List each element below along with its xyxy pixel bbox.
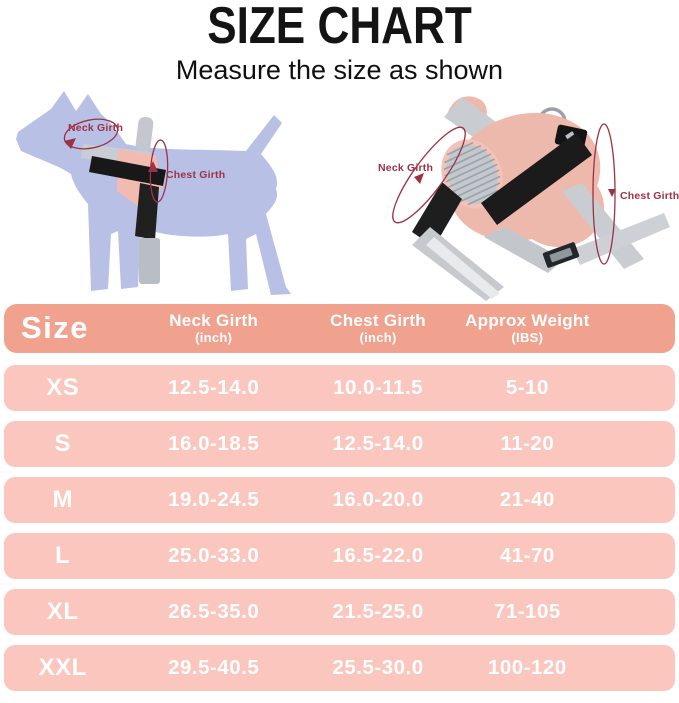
neck-girth-value: 26.5-35.0: [168, 600, 260, 623]
dog-measurement-diagram: [6, 87, 324, 301]
approx-weight-value: 100-120: [487, 656, 567, 679]
harness-chest-girth-label: Chest Girth: [620, 190, 679, 202]
page-title: SIZE CHART: [207, 0, 472, 55]
header-approx-weight-label: Approx Weight: [465, 311, 590, 330]
neck-girth-arrow-icon: [414, 173, 424, 184]
chest-girth-value: 10.0-11.5: [333, 376, 424, 399]
measurement-figures: [0, 87, 679, 303]
header-approx-weight-unit: (IBS): [511, 329, 544, 345]
size-row-xxl: [4, 645, 675, 691]
size-value: S: [54, 430, 71, 457]
size-value: XXL: [38, 654, 87, 681]
size-row-s: [4, 421, 675, 467]
size-row-l: [4, 533, 675, 579]
header-chest-girth: [306, 312, 450, 345]
chest-girth-value: 21.5-25.0: [332, 600, 424, 623]
approx-weight-value: 11-20: [500, 432, 555, 455]
approx-weight-value: 5-10: [505, 376, 549, 399]
header-chest-girth-label: Chest Girth: [330, 311, 426, 330]
approx-weight-value: 71-105: [493, 600, 561, 623]
header-neck-girth-label: Neck Girth: [169, 311, 259, 330]
header-chest-girth-unit: (inch): [359, 329, 397, 345]
approx-weight-value: 41-70: [499, 544, 555, 567]
harness-sleeve-shape: [139, 238, 160, 284]
neck-girth-value: 12.5-14.0: [168, 376, 260, 399]
header-neck-girth-unit: (inch): [195, 329, 233, 345]
neck-girth-value: 29.5-40.5: [168, 656, 260, 679]
size-table-header: [4, 304, 675, 353]
page-subtitle: Measure the size as shown: [175, 55, 504, 85]
harness-measurement-photo: [334, 87, 679, 301]
size-row-m: [4, 477, 675, 523]
chest-girth-value: 25.5-30.0: [332, 656, 424, 679]
approx-weight-value: 21-40: [499, 488, 555, 511]
size-table: [0, 304, 679, 691]
size-value: XL: [46, 598, 79, 625]
dog-chest-girth-label: Chest Girth: [166, 169, 226, 181]
size-value: L: [55, 542, 71, 569]
header-approx-weight: [450, 312, 604, 345]
neck-girth-value: 19.0-24.5: [168, 488, 260, 511]
harness-handle-shape: [135, 116, 154, 152]
neck-girth-value: 25.0-33.0: [168, 544, 260, 567]
size-row-xs: [4, 365, 675, 411]
size-chart-page: [0, 2, 679, 703]
harness-neck-girth-label: Neck Girth: [378, 162, 434, 174]
header-neck-girth: [121, 312, 306, 345]
dog-neck-girth-label: Neck Girth: [68, 122, 124, 134]
size-table-body: [4, 365, 675, 691]
size-row-xl: [4, 589, 675, 635]
chest-girth-value: 16.5-22.0: [332, 544, 424, 567]
header-size: Size: [21, 309, 90, 345]
size-value: XS: [46, 374, 80, 401]
chest-girth-value: 16.0-20.0: [332, 488, 424, 511]
neck-girth-value: 16.0-18.5: [168, 432, 260, 455]
neck-strap-reflective-stripe: [426, 237, 500, 299]
chest-girth-value: 12.5-14.0: [332, 432, 424, 455]
size-value: M: [52, 486, 73, 513]
